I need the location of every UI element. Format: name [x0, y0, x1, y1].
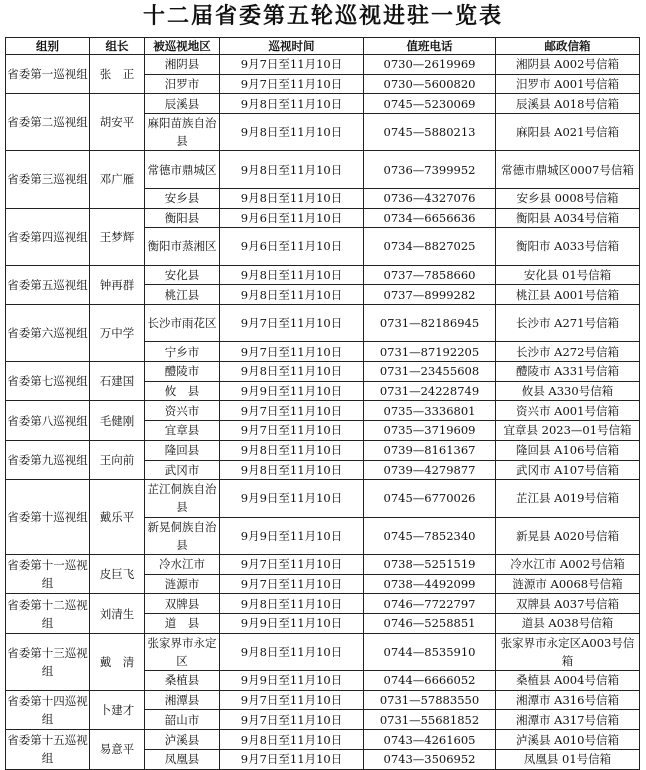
table-row	[6, 208, 640, 228]
mailbox-cell: 道县 A038号信箱	[496, 614, 640, 634]
phone-cell: 0731—57883550	[364, 690, 496, 710]
time-cell: 9月7日至11月10日	[220, 55, 364, 75]
time-cell: 9月8日至11月10日	[220, 151, 364, 188]
group-cell: 省委第五巡视组	[6, 265, 90, 304]
group-cell: 省委第十四巡视组	[6, 690, 90, 729]
mailbox-cell: 桑植县 A004号信箱	[496, 671, 640, 691]
leader-cell: 刘清生	[90, 594, 145, 633]
region-cell: 武冈市	[145, 460, 220, 480]
leader-cell: 胡安平	[90, 94, 145, 151]
phone-cell: 0745—7852340	[364, 517, 496, 554]
group-cell: 省委第六巡视组	[6, 304, 90, 361]
mailbox-cell: 涟源市 A0068号信箱	[496, 574, 640, 594]
region-cell: 长沙市雨花区	[145, 304, 220, 341]
phone-cell: 0744—6666052	[364, 671, 496, 691]
group-cell: 省委第十一巡视组	[6, 554, 90, 593]
phone-cell: 0734—8827025	[364, 228, 496, 265]
table-row	[6, 730, 640, 750]
header-mailbox: 邮政信箱	[496, 38, 640, 55]
header-phone: 值班电话	[364, 38, 496, 55]
table-row	[6, 151, 640, 188]
leader-cell: 戴 清	[90, 633, 145, 690]
time-cell: 9月9日至11月10日	[220, 381, 364, 401]
group-cell: 省委第二巡视组	[6, 94, 90, 151]
mailbox-cell: 攸县 A330号信箱	[496, 381, 640, 401]
time-cell: 9月8日至11月10日	[220, 440, 364, 460]
mailbox-cell: 醴陵市 A331号信箱	[496, 362, 640, 382]
mailbox-cell: 常德市鼎城区0007号信箱	[496, 151, 640, 188]
group-cell: 省委第九巡视组	[6, 440, 90, 479]
mailbox-cell: 汨罗市 A001号信箱	[496, 74, 640, 94]
region-cell: 泸溪县	[145, 730, 220, 750]
table-row	[6, 401, 640, 421]
table-row	[6, 55, 640, 75]
phone-cell: 0745—5880213	[364, 114, 496, 151]
table-row	[6, 362, 640, 382]
region-cell: 醴陵市	[145, 362, 220, 382]
group-cell: 省委第八巡视组	[6, 401, 90, 440]
phone-cell: 0734—6656636	[364, 208, 496, 228]
phone-cell: 0731—55681852	[364, 710, 496, 730]
time-cell: 9月8日至11月10日	[220, 730, 364, 750]
time-cell: 9月7日至11月10日	[220, 554, 364, 574]
mailbox-cell: 衡阳市 A033号信箱	[496, 228, 640, 265]
region-cell: 桃江县	[145, 285, 220, 305]
table-header-row	[6, 38, 640, 55]
group-cell: 省委第四巡视组	[6, 208, 90, 265]
phone-cell: 0735—3336801	[364, 401, 496, 421]
leader-cell: 王梦辉	[90, 208, 145, 265]
leader-cell: 毛健刚	[90, 401, 145, 440]
phone-cell: 0730—2619969	[364, 55, 496, 75]
time-cell: 9月7日至11月10日	[220, 749, 364, 769]
phone-cell: 0736—4327076	[364, 188, 496, 208]
mailbox-cell: 湘阴县 A002号信箱	[496, 55, 640, 75]
mailbox-cell: 芷江县 A019号信箱	[496, 480, 640, 517]
mailbox-cell: 凤凰县 01号信箱	[496, 749, 640, 769]
region-cell: 张家界市永定区	[145, 633, 220, 670]
mailbox-cell: 湘潭市 A316号信箱	[496, 690, 640, 710]
header-group: 组别	[6, 38, 90, 55]
mailbox-cell: 新晃县 A020号信箱	[496, 517, 640, 554]
time-cell: 9月8日至11月10日	[220, 594, 364, 614]
phone-cell: 0737—8999282	[364, 285, 496, 305]
time-cell: 9月7日至11月10日	[220, 342, 364, 362]
region-cell: 湘潭县	[145, 690, 220, 710]
phone-cell: 0739—8161367	[364, 440, 496, 460]
time-cell: 9月8日至11月10日	[220, 633, 364, 670]
time-cell: 9月6日至11月10日	[220, 208, 364, 228]
leader-cell: 邓广雁	[90, 151, 145, 208]
phone-cell: 0745—6770026	[364, 480, 496, 517]
time-cell: 9月8日至11月10日	[220, 188, 364, 208]
region-cell: 安乡县	[145, 188, 220, 208]
mailbox-cell: 双牌县 A037号信箱	[496, 594, 640, 614]
mailbox-cell: 安化县 01号信箱	[496, 265, 640, 285]
mailbox-cell: 湘潭市 A317号信箱	[496, 710, 640, 730]
mailbox-cell: 桃江县 A001号信箱	[496, 285, 640, 305]
mailbox-cell: 长沙市 A271号信箱	[496, 304, 640, 341]
group-cell: 省委第一巡视组	[6, 55, 90, 94]
time-cell: 9月7日至11月10日	[220, 74, 364, 94]
time-cell: 9月7日至11月10日	[220, 574, 364, 594]
leader-cell: 戴乐平	[90, 480, 145, 555]
header-leader: 组长	[90, 38, 145, 55]
table-row	[6, 94, 640, 114]
time-cell: 9月7日至11月10日	[220, 304, 364, 341]
region-cell: 资兴市	[145, 401, 220, 421]
group-cell: 省委第十巡视组	[6, 480, 90, 555]
region-cell: 衡阳县	[145, 208, 220, 228]
phone-cell: 0731—82186945	[364, 304, 496, 341]
mailbox-cell: 麻阳县 A021号信箱	[496, 114, 640, 151]
leader-cell: 钟再群	[90, 265, 145, 304]
phone-cell: 0745—5230069	[364, 94, 496, 114]
phone-cell: 0731—87192205	[364, 342, 496, 362]
region-cell: 宁乡市	[145, 342, 220, 362]
table-row	[6, 304, 640, 341]
table-row	[6, 554, 640, 574]
region-cell: 凤凰县	[145, 749, 220, 769]
group-cell: 省委第十五巡视组	[6, 730, 90, 769]
time-cell: 9月8日至11月10日	[220, 265, 364, 285]
time-cell: 9月7日至11月10日	[220, 710, 364, 730]
mailbox-cell: 张家界市永定区A003号信箱	[496, 633, 640, 670]
time-cell: 9月9日至11月10日	[220, 480, 364, 517]
mailbox-cell: 安乡县 0008号信箱	[496, 188, 640, 208]
leader-cell: 易意平	[90, 730, 145, 769]
mailbox-cell: 长沙市 A272号信箱	[496, 342, 640, 362]
table-row	[6, 265, 640, 285]
region-cell: 芷江侗族自治县	[145, 480, 220, 517]
time-cell: 9月8日至11月10日	[220, 94, 364, 114]
mailbox-cell: 宜章县 2023—01号信箱	[496, 421, 640, 441]
region-cell: 冷水江市	[145, 554, 220, 574]
phone-cell: 0743—4261605	[364, 730, 496, 750]
region-cell: 新晃侗族自治县	[145, 517, 220, 554]
leader-cell: 王向前	[90, 440, 145, 479]
page-title: 十二届省委第五轮巡视进驻一览表	[142, 4, 503, 29]
time-cell: 9月9日至11月10日	[220, 671, 364, 691]
region-cell: 攸 县	[145, 381, 220, 401]
phone-cell: 0746—7722797	[364, 594, 496, 614]
inspection-table	[5, 37, 640, 770]
table-row	[6, 594, 640, 614]
phone-cell: 0731—23455608	[364, 362, 496, 382]
phone-cell: 0730—5600820	[364, 74, 496, 94]
header-region: 被巡视地区	[145, 38, 220, 55]
region-cell: 常德市鼎城区	[145, 151, 220, 188]
group-cell: 省委第七巡视组	[6, 362, 90, 401]
phone-cell: 0746—5258851	[364, 614, 496, 634]
leader-cell: 卜建才	[90, 690, 145, 729]
region-cell: 涟源市	[145, 574, 220, 594]
region-cell: 桑植县	[145, 671, 220, 691]
time-cell: 9月8日至11月10日	[220, 460, 364, 480]
phone-cell: 0744—8535910	[364, 633, 496, 670]
table-row	[6, 480, 640, 517]
region-cell: 宜章县	[145, 421, 220, 441]
mailbox-cell: 冷水江市 A002号信箱	[496, 554, 640, 574]
phone-cell: 0738—5251519	[364, 554, 496, 574]
leader-cell: 张 正	[90, 55, 145, 94]
mailbox-cell: 隆回县 A106号信箱	[496, 440, 640, 460]
phone-cell: 0736—7399952	[364, 151, 496, 188]
group-cell: 省委第三巡视组	[6, 151, 90, 208]
region-cell: 道 县	[145, 614, 220, 634]
mailbox-cell: 资兴市 A001号信箱	[496, 401, 640, 421]
phone-cell: 0737—7858660	[364, 265, 496, 285]
phone-cell: 0743—3506952	[364, 749, 496, 769]
leader-cell: 万中学	[90, 304, 145, 361]
region-cell: 双牌县	[145, 594, 220, 614]
time-cell: 9月7日至11月10日	[220, 690, 364, 710]
table-row	[6, 440, 640, 460]
group-cell: 省委第十三巡视组	[6, 633, 90, 690]
time-cell: 9月9日至11月10日	[220, 614, 364, 634]
phone-cell: 0735—3719609	[364, 421, 496, 441]
leader-cell: 皮巨飞	[90, 554, 145, 593]
region-cell: 隆回县	[145, 440, 220, 460]
time-cell: 9月8日至11月10日	[220, 114, 364, 151]
phone-cell: 0738—4492099	[364, 574, 496, 594]
time-cell: 9月7日至11月10日	[220, 401, 364, 421]
time-cell: 9月6日至11月10日	[220, 228, 364, 265]
time-cell: 9月7日至11月10日	[220, 421, 364, 441]
region-cell: 汨罗市	[145, 74, 220, 94]
region-cell: 安化县	[145, 265, 220, 285]
time-cell: 9月8日至11月10日	[220, 285, 364, 305]
phone-cell: 0739—4279877	[364, 460, 496, 480]
mailbox-cell: 泸溪县 A010号信箱	[496, 730, 640, 750]
region-cell: 衡阳市蒸湘区	[145, 228, 220, 265]
table-row	[6, 690, 640, 710]
mailbox-cell: 武冈市 A107号信箱	[496, 460, 640, 480]
region-cell: 湘阴县	[145, 55, 220, 75]
time-cell: 9月8日至11月10日	[220, 362, 364, 382]
region-cell: 麻阳苗族自治县	[145, 114, 220, 151]
header-time: 巡视时间	[220, 38, 364, 55]
leader-cell: 石建国	[90, 362, 145, 401]
time-cell: 9月9日至11月10日	[220, 517, 364, 554]
group-cell: 省委第十二巡视组	[6, 594, 90, 633]
phone-cell: 0731—24228749	[364, 381, 496, 401]
mailbox-cell: 辰溪县 A018号信箱	[496, 94, 640, 114]
mailbox-cell: 衡阳县 A034号信箱	[496, 208, 640, 228]
region-cell: 韶山市	[145, 710, 220, 730]
table-row	[6, 633, 640, 670]
region-cell: 辰溪县	[145, 94, 220, 114]
